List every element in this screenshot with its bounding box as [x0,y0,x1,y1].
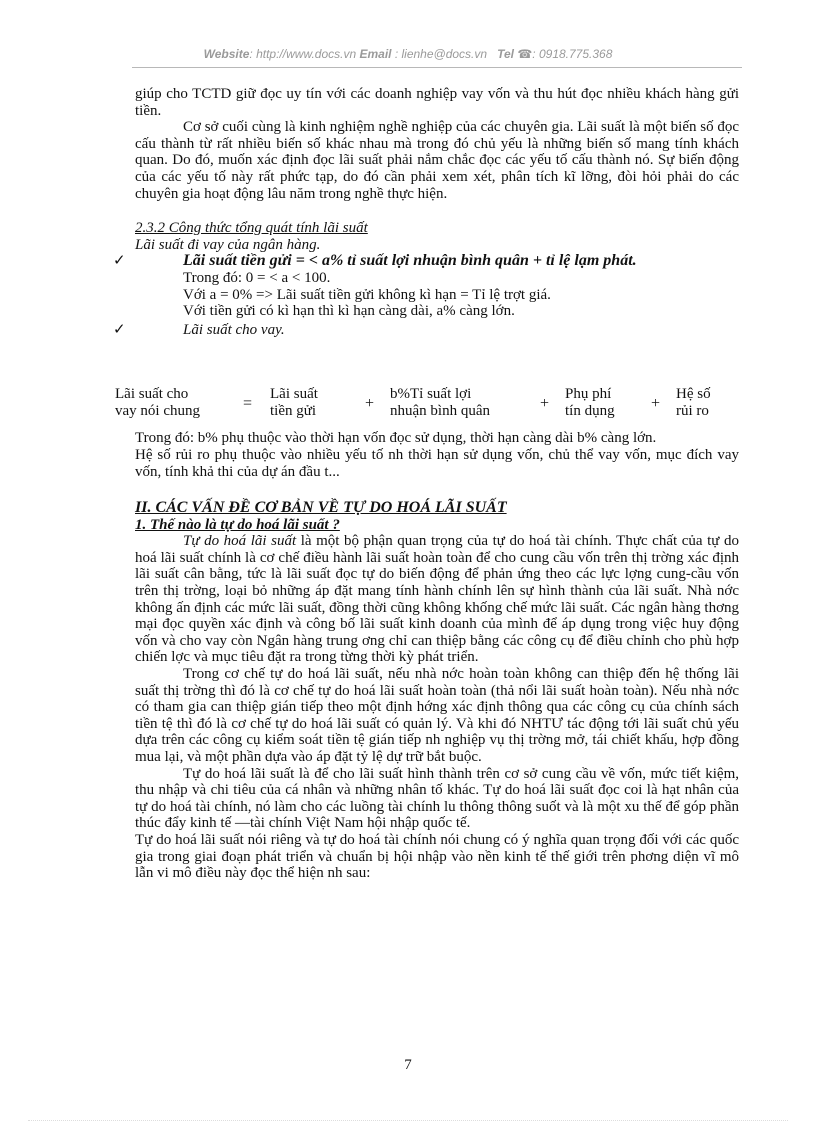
checkmark-icon: ✓ [113,251,126,270]
paragraph-1: giúp cho TCTD giữ đọc uy tín với các doanh nghiệp vay vốn và thu hút đọc nhiều khách hàng gửi tiền. [135,86,739,119]
page-header [0,47,816,61]
formula-term-fee [565,386,615,420]
formula-term-4-line-1: Hệ số [676,386,711,402]
risk-factor: Hệ số rủi ro phụ thuộc vào nhiều yếu tố nh thời hạn sử dụng vốn, chủ thể vay vốn, mục đích vay vốn, tính khả thi của dự án đầu t... [135,446,739,480]
checkmark-icon: ✓ [113,319,126,338]
paragraph-6: Tự do hoá lãi suất nói riêng và tự do hoá tài chính nói chung có ý nghĩa quan trọng đối với các quốc gia trong giai đoạn phát triển và chuẩn bị hội nhập vào nền kinh tế thế giới trên phơng diện vĩ mô lẫn vi mô điều này đọc thể hiện nh sau: [135,831,739,882]
formula-term-1-line-1: Lãi suất [270,386,318,402]
deposit-formula-line [113,251,739,270]
page-body [113,86,739,882]
heading-II: II. CÁC VẤN ĐỀ CƠ BẢN VỀ TỰ DO HOÁ LÃI SUẤT [135,499,507,517]
paragraph-3-text: là một bộ phận quan trọng của tự do hoá tài chính. Thực chất của tự do hoá lãi suất chính là cơ chế điều hành lãi suất hoàn toàn để cho cung cầu vốn trên thị trờng xác định lãi suất cân bằng, tức là lãi suất đọc tự do biến động để phản ứng theo các lực lợng cung-cầu vốn trên thị trờng, loại bỏ những áp đặt mang tính hành chính lên sự hình thành của lãi suất. Nhà nớc không ấn định các mức lãi suất, đồng thời cũng không khống chế mức lãi suất. Các ngân hàng thơng mại đọc quyền xác định và công bố lãi suất kinh doanh của mình để áp dụng trong việc huy động vốn và cho vay còn Ngân hàng trung ơng chỉ can thiệp bằng các công cụ để điều chỉnh cho phù hợp chiến lợc và mục tiêu đặt ra trong từng thời kỳ phát triển. [135,533,739,666]
term-longer-line: Với tiền gửi có kì hạn thì kì hạn càng dài, a% càng lớn. [183,303,515,320]
page-number: 7 [404,1057,412,1073]
paragraph-2: Cơ sở cuối cùng là kinh nghiệm nghề nghiệp của các chuyên gia. Lãi suất là một biến số đọc cấu thành từ rất nhiều biến số khác nhau mà trong đó chủ yếu là những biến số mang tính khách quan. Do đó, muốn xác định đọc lãi suất phải nắm chắc đọc các yếu tố cấu thành nó. Sự biến động của các yếu tố này rất phức tạp, do đó cần phải xem xét, phân tích kĩ lỡng, đòi hỏi phải do các chuyên gia hoạt động lâu năm trong nghề thực hiện. [135,119,739,202]
tel-label: Tel [497,47,514,61]
section-2-3-2-title: 2.3.2 Công thức tổng quát tính lãi suất [135,220,368,237]
formula-term-3-line-2: tín dụng [565,403,615,419]
loan-rate-heading: Lãi suất đi vay của ngân hàng. [135,236,321,253]
lending-heading-line [113,319,739,339]
formula-term-risk [676,386,711,420]
tel-value: : 0918.775.368 [532,47,613,61]
formula-plus-3: + [651,395,661,412]
where-b: Trong đó: b% phụ thuộc vào thời hạn vốn đọc sử dụng, thời hạn càng dài b% càng lớn. [135,430,657,447]
formula-lhs [115,386,200,420]
where-a-line: Trong đó: 0 = < a < 100. [183,269,331,286]
lending-heading: Lãi suất cho vay. [183,321,285,338]
heading-1: 1. Thế nào là tự do hoá lãi suất ? [135,516,340,533]
page-bottom-border [28,1120,788,1121]
formula-plus-1: + [365,395,375,412]
formula-term-2-line-2: nhuận bình quân [390,403,490,419]
formula-term-1-line-2: tiền gửi [270,403,317,419]
paragraph-3-lead: Tự do hoá lãi suất [183,533,297,550]
paragraph-4: Trong cơ chế tự do hoá lãi suất, nếu nhà nớc hoàn toàn không can thiệp đến hệ thống lãi suất thị trờng thì đó là cơ chế tự do hoá lãi suất hoàn toàn (thả nổi lãi suất hoàn toàn). Nếu nhà nớc có tham gia can thiệp gián tiếp theo một định hớng xác định thông qua các công cụ của chính sách tiền tệ thì đó là cơ chế tự do hoá lãi suất có quản lý. Và khi đó NHTƯ tác động tới lãi suất chủ yếu dựa trên các công cụ kiểm soát tiền tệ gián tiếp nh nghiệp vụ thị trờng mở, tái chiết khấu, hợp đồng mua lại, và một phần dựa vào áp đặt tỷ lệ dự trữ bắt buộc. [135,666,739,765]
phone-icon: ☎ [517,47,533,61]
email-label: Email [359,47,392,61]
email-value: : lienhe@docs.vn [391,47,488,61]
formula-plus-2: + [540,395,550,412]
formula-term-4-line-2: rủi ro [676,403,709,419]
header-divider [132,67,742,68]
formula-term-2-line-1: b%Tỉ suất lợi [390,386,472,402]
formula-term-deposit [270,386,318,420]
formula-lhs-line-1: Lãi suất cho [115,386,189,402]
paragraph-5: Tự do hoá lãi suất là để cho lãi suất hình thành trên cơ sở cung cầu về vốn, mức tiết kiệm, thu nhập và chi tiêu của cá nhân và những nhân tố khác. Tự do hoá lãi suất đọc coi là hạt nhân của tự do hoá tài chính, nó làm cho các luồng tài chính lu thông thông suốt và là một xu thế để góp phần thúc đẩy kinh tế —tài chính Việt Nam hội nhập quốc tế. [135,765,739,832]
formula-equals: = [243,395,253,412]
paragraph-3 [135,533,739,666]
website-label: Website [203,47,250,61]
formula-term-3-line-1: Phụ phí [565,386,612,402]
formula-term-profit [390,386,525,420]
formula-lhs-line-2: vay nói chung [115,403,200,419]
a-zero-line: Với a = 0% => Lãi suất tiền gửi không kì hạn = Tỉ lệ trợt giá. [183,286,551,303]
website-value: : http://www.docs.vn [249,47,357,61]
deposit-formula: Lãi suất tiền gửi = < a% tỉ suất lợi nhuận bình quân + tỉ lệ lạm phát. [183,252,637,270]
